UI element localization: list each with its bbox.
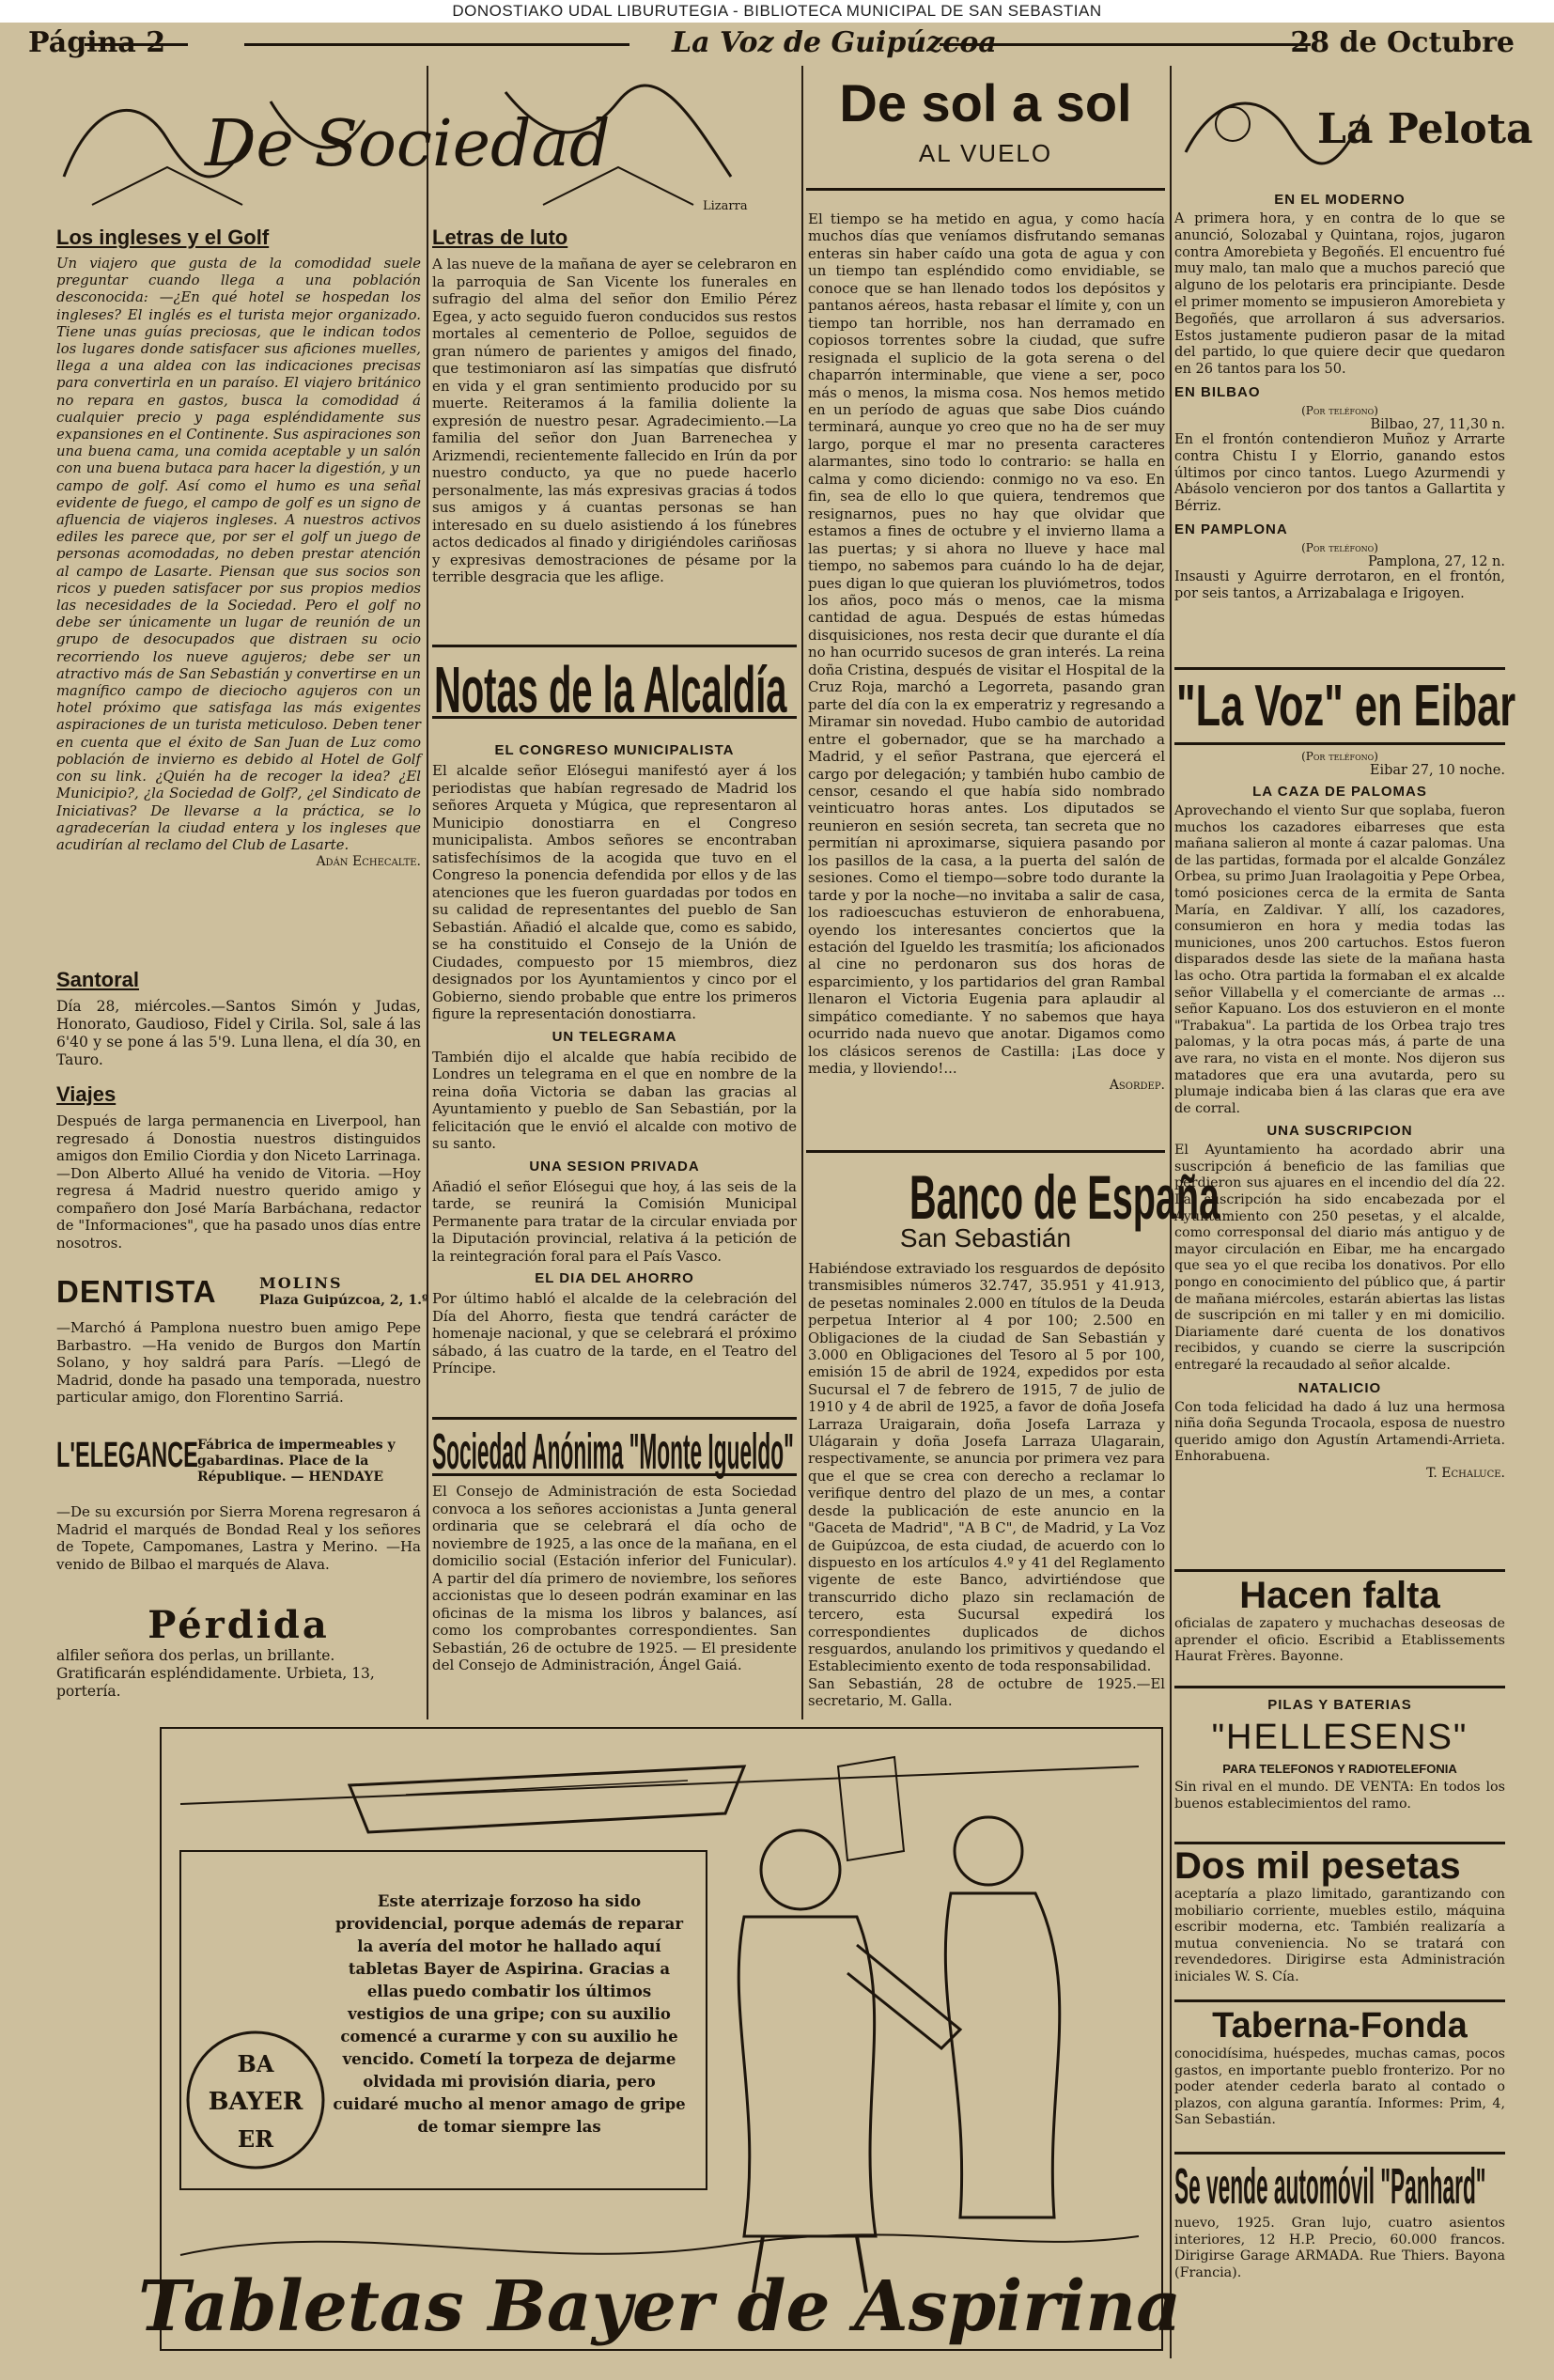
- panhard-title: Se vende automóvil "Panhard": [1174, 2158, 1486, 2215]
- de-sol-a-sol-article: [808, 210, 1165, 1093]
- santoral-section: [56, 968, 421, 1069]
- logo-script: De Sociedad: [205, 107, 611, 181]
- perdida-ad: [56, 1603, 421, 1701]
- banco-title: Banco de España: [909, 1162, 1220, 1232]
- column-title: De sol a sol: [839, 73, 1132, 132]
- ad-title: Taberna-Fonda: [1212, 2006, 1468, 2046]
- ad-text: Sin rival en el mundo. DE VENTA: En todos los buenos establecimientos del ramo.: [1174, 1780, 1505, 1812]
- library-banner: DONOSTIAKO UDAL LIBURUTEGIA - BIBLIOTECA MUNICIPAL DE SAN SEBASTIAN: [0, 0, 1554, 23]
- column-divider: [427, 66, 428, 1719]
- society-logo: [54, 64, 797, 216]
- section-rule: [1174, 1999, 1505, 2002]
- eibar-title: "La Voz" en Eibar: [1176, 674, 1516, 739]
- section-rule: [1174, 1569, 1505, 1572]
- subsection-body: Insausti y Aguirre derrotaron, en el frontón, por seis tantos, a Arrizabalaga e Irigoyen.: [1174, 568, 1505, 601]
- ad-title: L'ELEGANCE: [56, 1436, 198, 1475]
- bayer-cross-mid: BAYER: [208, 2088, 303, 2116]
- ad-title: DENTISTA: [56, 1274, 217, 1309]
- bayer-cross-bottom: ER: [237, 2125, 274, 2153]
- alcaldia-title: Notas de la Alcaldía: [434, 653, 787, 726]
- telephone-note: (Por teléfono): [1301, 540, 1378, 554]
- ad-text: oficialas de zapatero y muchachas deseosas de aprender el oficio. Escribid a Etablissements Haurat Frères. Bayonne.: [1174, 1616, 1505, 1665]
- bayer-aspirin-ad: [137, 1727, 1182, 2351]
- pelota-news: [1174, 186, 1505, 603]
- banco-subtitle: San Sebastián: [899, 1223, 1072, 1252]
- section-rule: [806, 188, 1165, 191]
- ad-text: nuevo, 1925. Gran lujo, cuatro asientos interiores, 12 H.P. Precio, 60.000 francos. Dirigirse Garage ARMADA. Rue Thiers. Bayona (Francia).: [1174, 2216, 1505, 2280]
- section-body: Después de larga permanencia en Liverpool, han regresado á Donostia nuestros distinguidos amigos don Emilio Ciordia y don Niceto Larrinaga. —Don Alberto Allué ha venido de Vitoria. —Hoy regresa á Madrid nuestro querido amigo y compañero don José María Barbáchana, redactor de "Informaciones", que ha pasado unos días entre nosotros.: [56, 1112, 421, 1252]
- ad-title: Pérdida: [148, 1603, 330, 1647]
- notice-signature: San Sebastián, 28 de octubre de 1925.—El secretario, M. Galla.: [808, 1675, 1165, 1710]
- ad-name: MOLINS: [259, 1274, 343, 1292]
- panhard-title-box: [1174, 2157, 1505, 2214]
- article-title: Letras de luto: [432, 226, 568, 249]
- viajes-continued: [56, 1319, 421, 1407]
- banco-notice: [808, 1261, 1165, 1711]
- bayer-cross-top: BA: [237, 2050, 274, 2077]
- section-rule: [432, 1417, 797, 1420]
- bayer-ad-text: Este aterrizaje forzoso ha sido providencial, porque además de reparar la avería del motor he hallado aquí tabletas Bayer de Aspirina. Gracias a ellas puedo combatir los últimos vestigios de una gripe; con su auxilio comencé a curarme y con su auxilio he vencido. Cometí la torpeza de dejarme olvidada mi provisión diaria, pero cuidaré mucho al menor amago de gripe de tomar siempre las: [333, 1892, 686, 2136]
- banco-title-box: [806, 1161, 1220, 1232]
- hellesens-ad: [1174, 1691, 1505, 1812]
- igueldo-notice: [432, 1483, 797, 1674]
- article-title: Los ingleses y el Golf: [56, 226, 270, 249]
- section-body: Día 28, miércoles.—Santos Simón y Judas, Honorato, Gaudioso, Fidel y Cirila. Sol, sale á las 6'40 y se pone á las 5'9. Luna llena, el día 30, en Tauro.: [56, 998, 421, 1068]
- article-body: El tiempo se ha metido en agua, y como hacía muchos días que veníamos disfrutando semanas enteras sin haber caído una gota de agua y con un tiempo tan espléndido como envidiable, se conoce que se han llenado todos los depósitos y pantanos aéreos, hasta rebasar el límite y, con un tiempo tan horrible, nos han derramado en copiosos torrentes sobre la ciudad, que sufre resignada el suplicio de la gota serena o del chaparrón interminable, que viene a ser, poco más o menos, la misma cosa. Nos hemos metido en un período de aguas que sabe Dios cuándo terminará, aunque yo creo que no ha de ser muy largo, porque el mar no presenta caracteres alarmantes, sino todo lo contrario: se halla en calma y como diciendo: conmigo no va eso. En fin, sea de ello lo que quiera, tendremos que resignarnos, pues no hay que olvidar que estamos a fines de octubre y el invierno llama a las puertas; y si ahora no llueve y hace mal tiempo, no sabemos para cuándo lo ha de dejar, pues digan lo que quieran los pluviómetros, todos los años, poco más o menos, cae la misma cantidad de agua. Después de estas húmedas disquisiciones, nos resta decir que durante el día no han ocurrido sucesos de gran interés. La reina doña Cristina, después de visitar el Hospital de la Cruz Roja, marchó a Legorreta, pasando gran parte del día con la ex emperatriz y regresando a Miramar sin novedad. Hubo cambio de autoridad entre el gobernador, que se ha marchado a Madrid, y el señor Pastrana, que ejercerá el cargo por delegación; y también hubo cambio de censor, cesando el que había sido nombrado veinticuatro horas antes. Los diputados se reunieron en sesión secreta, tan secreta que no permitían ni aproximarse, siquiera pasando por los pasillos de la casa, a la puerta del salón de sesiones. Como el tiempo—sobre todo durante la tarde y por la noche—no invitaba a salir de casa, los radioescuchas estuvieron de enhorabuena, oyendo los interesantes conciertos que la estación del Igueldo les trasmitía; los aficionados al cine no perdonaron sus dos horas de esparcimiento, y los partidarios del gran Rambal llenaron el Victoria Eugenia para aplaudir al simpático comediante. Y no sabemos que haya ocurrido nada nuevo que anotar. Digamos como los clásicos serenos de Castilla: ¡Las doce y media, y lloviendo!...: [808, 210, 1165, 1078]
- ad-title: "HELLESENS": [1211, 1718, 1469, 1757]
- section-rule: [1174, 1842, 1505, 1844]
- notice-body: Habiéndose extraviado los resguardos de depósito transmisibles números 32.747, 35.951 y 41.913, de pesetas nominales 2.000 en títulos de la Deuda perpetua Interior al 4 por 100; 2.500 en Obligaciones de la ciudad de San Sebastián y 3.000 en Obligaciones del Tesoro al 5 por 100, emisión 15 de abril de 1924, expedidos por esta Sucursal el 7 de febrero de 1915, 7 de julio de 1910 y 4 de abril de 1925, a favor de doña Josefa Larraza Uraigarain, doña Josefa Larraza y Ulágarain y doña Josefa Larraza Ulagarain, respectivamente, se anuncia por primera vez para que el que se crea con derecho a reclamar lo verifique dentro del plazo de un mes, a contar desde la publicación de este anuncio en la "Gaceta de Madrid", "A B C", de Madrid, y La Voz de Guipúzcoa, de esta ciudad, de acuerdo con lo dispuesto en los artículos 4.º y 41 del Reglamento vigente de este Banco, advirtiéndose que transcurrido dicho plazo sin reclamación de tercero, esta Sucursal expedirá los correspondientes duplicados de dichos resguardos, anulando los primitivos y quedando el Establecimiento exento de toda responsabilidad.: [808, 1261, 1165, 1675]
- dateline: Eibar 27, 10 noche.: [1369, 763, 1505, 778]
- igueldo-title-box: [432, 1423, 797, 1480]
- section-rule: [1174, 1686, 1505, 1688]
- section-rule: [806, 1150, 1165, 1153]
- eibar-title-box: [1176, 673, 1516, 739]
- section-rule: [1174, 742, 1505, 745]
- telephone-note: (Por teléfono): [1301, 403, 1378, 417]
- ad-title: Dos mil pesetas: [1174, 1845, 1461, 1887]
- logo-signature: Lizarra: [703, 199, 748, 213]
- subsection-body: Por último habló el alcalde de la celebración del Día del Ahorro, fiesta que tendrá carácter de homenaje nacional, y que se celebrará el próximo sábado, á las cuatro de la tarde, en el Teatro del Príncipe.: [432, 1290, 797, 1377]
- subsection-body: En el frontón contendieron Muñoz y Arrarte contra Chistu I y Elorrio, ganando estos últimos por cinco tantos. Luego Azurmendi y Abásolo vencieron por dos tantos a Gallartita y Bérriz.: [1174, 431, 1505, 515]
- subsection-head: UNA SESION PRIVADA: [529, 1158, 700, 1174]
- subsection-body: El Ayuntamiento ha acordado abrir una suscripción á beneficio de las familias que perdieron sus ajuares en el incendio del día 22. La suscripción ha sido encabezada por el Ayuntamiento con 250 pesetas, y el alcalde, como corresponsal del diario más antiguo y de mayor circulación en Eibar, me ha encargado que sea yo el que reciba los donativos. Por ello pongo en conocimiento del público que, á partir de mañana miércoles, estarán abiertas las listas de suscripción en mi taller y en mi domicilio. Diariamente daré cuenta de los donativos recibidos, y cuando se cierre la suscripción entregaré la recaudado al señor alcalde.: [1174, 1143, 1505, 1373]
- article-body: Un viajero que gusta de la comodidad suele preguntar cuando llega a una población desconocida: —¿En qué hotel se hospedan los ingleses? El inglés es el turista mejor organizado. Tiene unas guías preciosas, que le indican todos los lugares donde satisfacer sus aficiones muelles, llega a una aldea con las indicaciones precisas para convertirla en un paraíso. El viajero británico no repara en gastos, busca la comodidad á cualquier precio y paga espléndidamente sus expansiones en el Continente. Sus aspiraciones son una buena cama, una comida aceptable y un salón con una buena butaca para hacer la digestión, y un campo de golf. Así como el humo es una señal evidente de fuego, el campo de golf es un signo de afluencia de viajeros ingleses. A nuestros activos ediles les parece que, por ser el golf un juego de personas acomodadas, no deben prestar atención al campo de Lasarte. Piensan que sus socios son ricos y pueden satisfacer por sus propios medios las necesidades de la Sociedad. Pero el golf no debe ser únicamente un lugar de reunión de un grupo de desocupados que distraen su ocio recorriendo los nueve agujeros; debe ser un atractivo más de San Sebastián y convertirse en un magnífico campo de dieciocho agujeros con un hotel próximo que satisfaga las más exigentes aspiraciones de un turista meticuloso. Deben tener en cuenta que el éxito de San Juan de Luz como población de invierno es debido al Hotel de Golf con su link. ¿Quién ha de recoger la idea? ¿El Municipio?, ¿la Sociedad de Golf?, ¿el Sindicato de Iniciativas? De llevarse a la práctica, se lo agradecerían la ciudad entera y los ingleses que acudirían al reclamo del Club de Lasarte.: [56, 256, 421, 853]
- alcaldia-title-box: [434, 652, 795, 726]
- eibar-news: [1174, 750, 1505, 1481]
- section-body: —Marchó á Pamplona nuestro buen amigo Pepe Barbastro. —Ha venido de Burgos don Martín Solano, y hoy saldrá para París. —Llegó de Madrid, donde ha pasado una temporada, nuestro particular amigo, don Florentino Sarriá.: [56, 1319, 421, 1406]
- subsection-head: UNA SUSCRIPCION: [1267, 1123, 1413, 1140]
- subsection-body: Aprovechando el viento Sur que soplaba, fueron muchos los cazadores eibarreses que esta mañana salieron al monte á cazar palomas. Una de las partidas, formada por el alcalde González Orbea, su primo Juan Iraolagoitia y Pepe Orbea, tomó posiciones cerca de la ermita de Santa María, en Zaldivar. Y allí, los cazadores, consumieron en hora y media todas las municiones, unos 200 cartuchos. Estos fueron disparados desde las siete de la mañana hasta las ocho. Otra partida la formaban el ex alcalde señor Villabella y el comerciante de armas ... señor Kapuano. Los dos estuvieron en el monte "Trabakua". La partida de los Orbea trajo tres palomas, y la otra pocas más, á parte de una ave rara, no vista en el monte. Nos dijeron sus matadores que era una avutarda, pero su plumaje indicaba bien á las claras que era ave de corral.: [1174, 803, 1505, 1116]
- section-rule: [432, 645, 797, 647]
- subsection-body: También dijo el alcalde que había recibido de Londres un telegrama en el que en nombre de la reina doña Victoria se daban las gracias al Ayuntamiento y pueblo de San Sebastián, por la felicitación que le envió el alcalde con motivo de su santo.: [432, 1048, 797, 1152]
- section-title: Viajes: [56, 1082, 117, 1106]
- article-signature: T. Echaluce.: [1426, 1465, 1505, 1481]
- subsection-head: LA CAZA DE PALOMAS: [1252, 784, 1427, 800]
- article-luto: [432, 226, 797, 586]
- ad-kicker: PILAS Y BATERIAS: [1267, 1697, 1412, 1713]
- alcaldia-notes: [432, 737, 797, 1377]
- ad-subtitle: PARA TELEFONOS Y RADIOTELEFONIA: [1222, 1762, 1457, 1776]
- article-ingleses: [56, 226, 421, 869]
- notice-body: El Consejo de Administración de esta Sociedad convoca a los señores accionistas a Junta general ordinaria que se celebrará el día ocho de noviembre de 1925, a las once de la mañana, en el domicilio social (Estación inferior del Funicular). A partir del día primero de noviembre, los señores accionistas que lo deseen podrán examinar en las oficinas de la misma los libros y balances, así como los comprobantes correspondientes. San Sebastián, 26 de octubre de 1925. — El presidente del Consejo de Administración, Ángel Gaiá.: [432, 1483, 797, 1673]
- hacen-falta-ad: [1174, 1575, 1505, 1666]
- header-rule: [85, 43, 188, 46]
- column-divider: [801, 66, 803, 1719]
- logo-text: La Pelota: [1317, 105, 1533, 153]
- ad-text: alfiler señora dos perlas, un brillante. Gratificarán espléndidamente. Urbieta, 13, portería.: [56, 1647, 375, 1700]
- panhard-ad: [1174, 2216, 1505, 2281]
- section-rule: [1174, 2152, 1505, 2154]
- newspaper-name: La Voz de Guipúzcoa: [672, 26, 997, 59]
- section-rule: [1174, 667, 1505, 670]
- dentista-ad: [56, 1274, 428, 1314]
- page-number: Página 2: [28, 26, 166, 59]
- society-illustration: [54, 64, 797, 216]
- subsection-head: EN EL MODERNO: [1274, 192, 1406, 208]
- subsection-head: UN TELEGRAMA: [552, 1028, 677, 1045]
- telephone-note: (Por teléfono): [1301, 750, 1378, 763]
- subsection-body: Con toda felicidad ha dado á luz una hermosa niña doña Segunda Trocaola, esposa de nuestro querido amigo don Agustín Artamendi-Arrieta. Enhorabuena.: [1174, 1399, 1505, 1465]
- dateline: Bilbao, 27, 11,30 n.: [1370, 416, 1505, 432]
- dateline: Pamplona, 27, 12 n.: [1367, 553, 1505, 569]
- ad-text: Fábrica de impermeables y gabardinas. Place de la République. — HENDAYE: [197, 1438, 396, 1485]
- issue-date: 28 de Octubre: [1290, 26, 1515, 59]
- de-sol-a-sol-header: [806, 73, 1165, 168]
- section-rule: [432, 716, 797, 719]
- viajes-section: [56, 1082, 421, 1252]
- subsection-body: A primera hora, y en contra de lo que se anunció, Solozabal y Quintana, rojos, jugaron contra Amorebieta y Begoñés. El encuentro fué muy malo, tan malo que a muchos pareció que alguno de los pelotaris era principiante. Desde el primer momento se impusieron Amorebieta y Begoñés, que arrollaron á sus adversarios. Estos justamente pudieron pasar de la mitad del partido, lo que quiere decir que quedaron en 26 tantos para los 50.: [1174, 211, 1506, 378]
- subsection-body: Añadió el señor Elósegui que hoy, á las seis de la tarde, se reunirá la Comisión Municipal Permanente para tratar de la circular enviada por la Diputación provincial, relativa á la petición de la reintegración foral para el País Vasco.: [432, 1177, 797, 1265]
- article-signature: Adán Echecalte.: [316, 854, 421, 870]
- subsection-head: EL DIA DEL AHORRO: [535, 1270, 694, 1286]
- article-signature: Asordep.: [1109, 1077, 1165, 1093]
- header-rule: [244, 43, 629, 46]
- section-rule: [432, 1473, 797, 1476]
- pelota-illustration: [1176, 77, 1533, 179]
- dos-mil-pesetas-ad: [1174, 1845, 1505, 1986]
- ad-address: Plaza Guipúzcoa, 2, 1.º: [259, 1293, 428, 1308]
- subsection-head: EL CONGRESO MUNICIPALISTA: [494, 742, 735, 758]
- section-title: Santoral: [56, 968, 140, 991]
- section-body: —De su excursión por Sierra Morena regresaron á Madrid el marqués de Bondad Real y los señores de Topete, Campomanes, Lastra y Merino. —Ha venido de Bilbao el marqués de Alava.: [56, 1503, 421, 1573]
- subsection-head: EN PAMPLONA: [1174, 521, 1288, 537]
- elegance-ad: [56, 1436, 421, 1496]
- subsection-body: El alcalde señor Elósegui manifestó ayer á los periodistas que habían regresado de Madrid los señores Arqueta y Múgica, que representaron al Municipio donostiarra en el Congreso municipalista. Ambos señores se encontraban satisfechísimos de la acogida que tuvo en el Congreso la ponencia defendida por ellos y de las atenciones que les fueron guardadas por todos en su calidad de representantes del pueblo de San Sebastián. Añadió el alcalde que, como es sabido, se ha constituido el Consejo de la Unión de Ciudades, compuesto por 15 miembros, diez designados por los Ayuntamientos y cinco por el Gobierno, siendo probable que entre los primeros figure la representación donostiarra.: [432, 762, 797, 1022]
- article-body: A las nueve de la mañana de ayer se celebraron en la parroquia de San Vicente los funerales en sufragio del alma del señor don Emilio Pérez Egea, y acto seguido fueron conducidos sus restos mortales al cementerio de Polloe, seguidos de gran número de parientes y amigos del finado, que testimoniaron así las simpatías que disfrutó en vida y el gran sentimiento producido por su muerte. Reiteramos á la familia doliente la expresión de nuestro pesar. Agradecimiento.—La familia del señor don Juan Barrenechea y Arizmendi, recientemente fallecido en Irún da por nuestro conducto, ya que no puede hacerlo personalmente, las más expresivas gracias á todos sus amigos y á cuantas personas se han interesado en su duelo asistiendo á los fúnebres actos dedicados al finado y dirigiéndoles cariñosas y expresivas demostraciones de pésame por la terrible desgracia que les aflige.: [432, 256, 797, 585]
- subsection-head: EN BILBAO: [1174, 383, 1261, 400]
- pelota-logo: [1176, 77, 1533, 179]
- ad-text: aceptaría a plazo limitado, garantizando con mobiliario corriente, muebles estilo, máquina escribir moderna, etc. También realizaría a mutua conveniencia. No se tratará con revendedores. Dirigirse esta Administración iniciales W. S. Cía.: [1174, 1887, 1505, 1984]
- ad-title: Hacen falta: [1239, 1575, 1440, 1616]
- subsection-head: NATALICIO: [1298, 1379, 1382, 1396]
- header-rule: [940, 43, 1311, 46]
- bayer-slogan: Tabletas Bayer de Aspirina: [137, 2266, 1182, 2347]
- viajes-end: [56, 1503, 421, 1573]
- ad-text: conocidísima, huéspedes, muchas camas, pocos gastos, en importante pueblo fronterizo. Por no poder atender cederla barato al contado o plazos, con alguna garantía. Informes: Prim, 4, San Sebastián.: [1174, 2046, 1505, 2128]
- column-subtitle: AL VUELO: [918, 139, 1053, 167]
- taberna-fonda-ad: [1174, 2005, 1505, 2129]
- igueldo-title: Sociedad Anónima "Monte Igueldo": [432, 1423, 794, 1480]
